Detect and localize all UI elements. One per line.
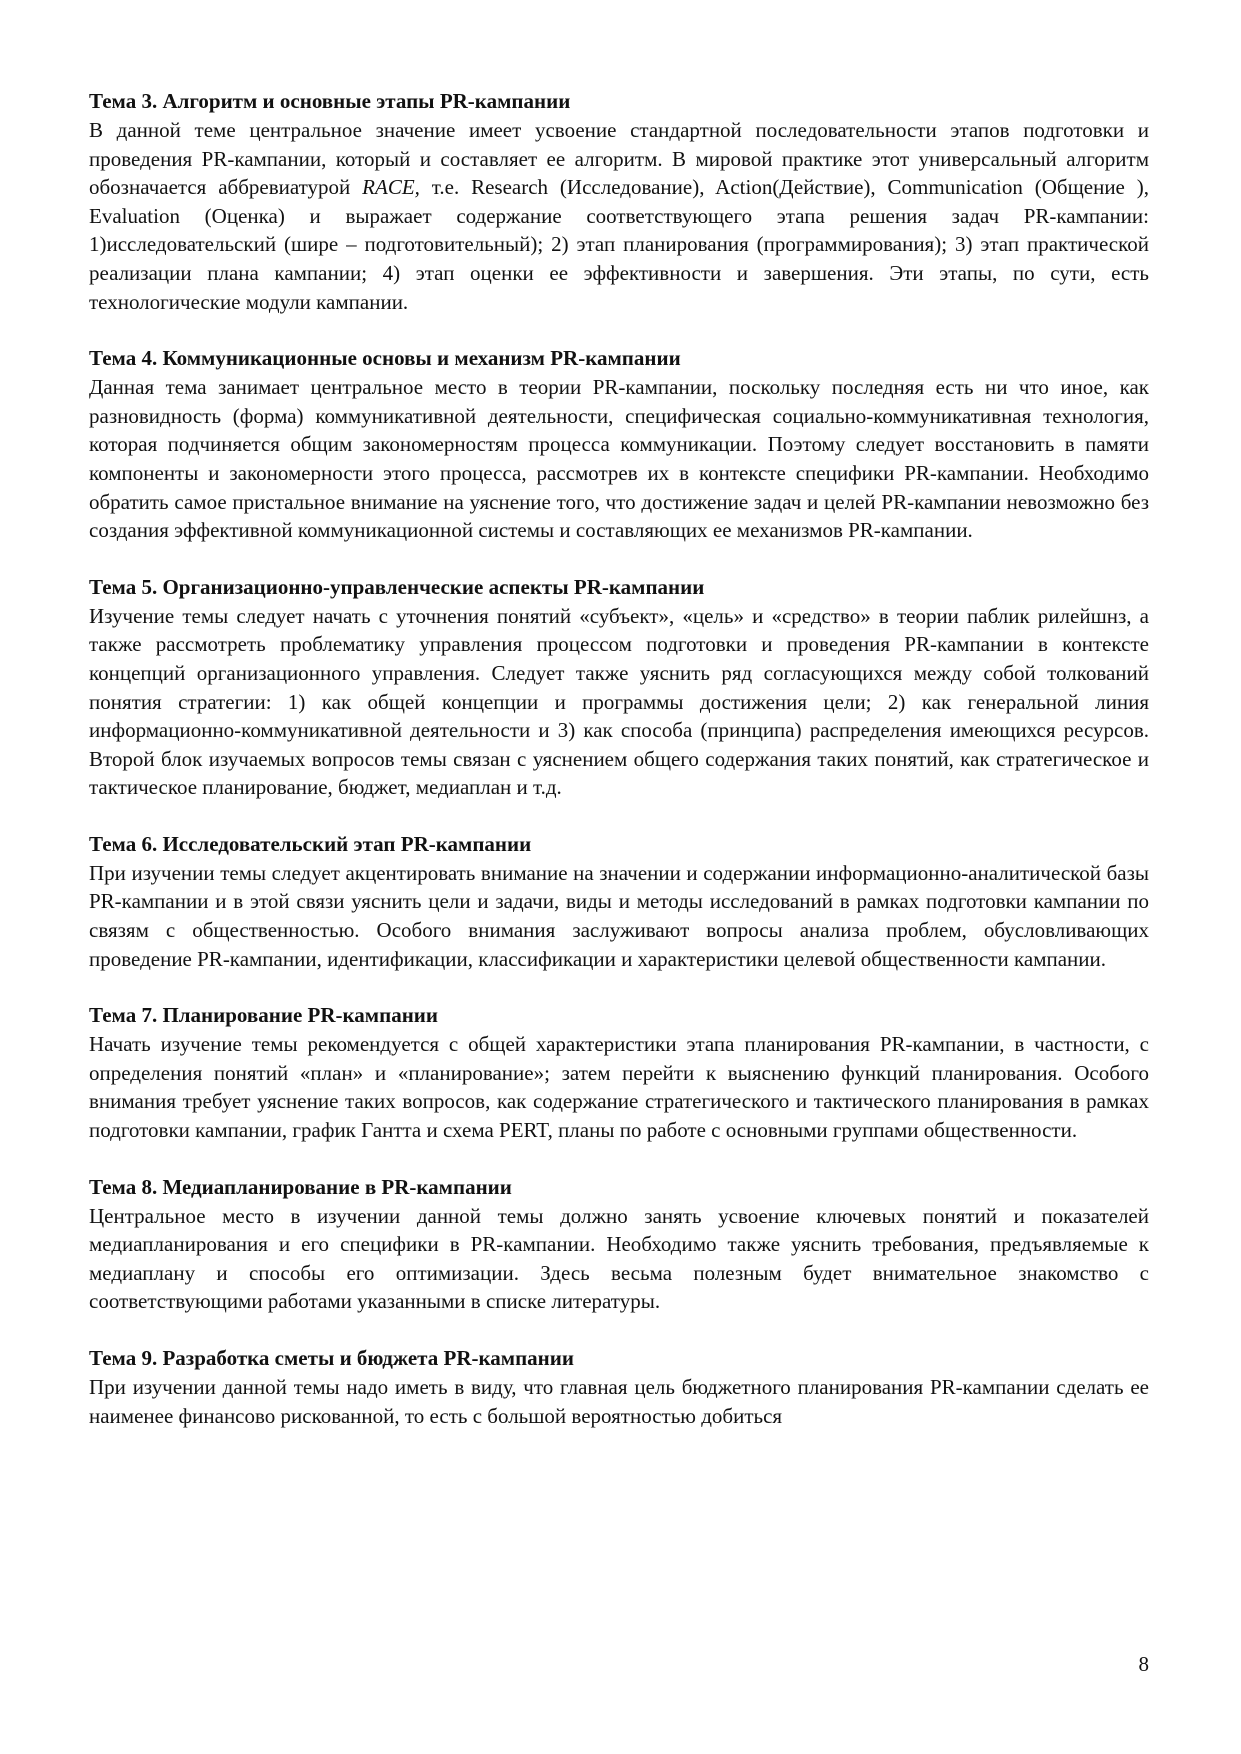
section-heading: Тема 4. Коммуникационные основы и механизм PR-кампании <box>89 346 681 371</box>
section-paragraph: Начать изучение темы рекомендуется с общей характеристики этапа планирования PR-кампании, в частности, с определения понятий «план» и «планирование»; затем перейти к выяснению функций планирования. Особого внимания требует уяснение таких вопросов, как содержание стратегического и тактического планирования в рамках подготовки кампании, график Гантта и схема PERT, планы по работе с основными группами общественности. <box>89 1032 1149 1143</box>
section-paragraph: Изучение темы следует начать с уточнения понятий «субъект», «цель» и «средство» в теории паблик рилейшнз, а также рассмотреть проблематику управления процессом подготовки и проведения PR-кампании в контексте концепций организационного управления. Следует также уяснить ряд согласующихся между собой толкований понятия стратегии: 1) как общей концепции и программы достижения цели; 2) как генеральной линия информационно-коммуникативной деятельности и 3) как способа (принципа) распределения имеющихся ресурсов. Второй блок изучаемых вопросов темы связан с уяснением общего содержания таких понятий, как стратегическое и тактическое планирование, бюджет, медиаплан и т.д. <box>89 603 1149 800</box>
section-topic-9 <box>89 1344 1149 1430</box>
section-paragraph: При изучении данной темы надо иметь в виду, что главная цель бюджетного планирования PR-кампании сделать ее наименее финансово рискованной, то есть с большой вероятностью добиться <box>89 1375 1149 1428</box>
section-paragraph: При изучении темы следует акцентировать внимание на значении и содержании информационно-аналитической базы PR-кампании и в этой связи уяснить цели и задачи, виды и методы исследований в рамках подготовки кампании по связям с общественностью. Особого внимания заслуживают вопросы анализа проблем, обусловливающих проведение PR-кампании, идентификации, классификации и характеристики целевой общественности кампании. <box>89 860 1149 971</box>
page-number: 8 <box>1138 1652 1149 1676</box>
section-topic-8 <box>89 1173 1149 1316</box>
section-heading: Тема 7. Планирование PR-кампании <box>89 1003 438 1028</box>
document-page <box>89 87 1149 1458</box>
section-heading: Тема 3. Алгоритм и основные этапы PR-кампании <box>89 89 571 113</box>
section-topic-3 <box>89 87 1149 316</box>
section-paragraph <box>89 116 1149 316</box>
race-abbreviation: RACE, <box>362 175 420 200</box>
paragraph-text: В данной теме центральное значение имеет усвоение стандартной последовательности этапов подготовки и проведения PR-кампании, который и составляет ее алгоритм. В мировой практике этот универсальный алгоритм обозначается аббревиатурой <box>89 118 1149 200</box>
section-topic-7 <box>89 1001 1149 1144</box>
section-paragraph: Данная тема занимает центральное место в теории PR-кампании, поскольку последняя есть ни что иное, как разновидность (форма) коммуникативной деятельности, специфическая социально-коммуникативная технология, которая подчиняется общим закономерностям процесса коммуникации. Поэтому следует восстановить в памяти компоненты и закономерности этого процесса, рассмотрев их в контексте специфики PR-кампании. Необходимо обратить самое пристальное внимание на уяснение того, что достижение задач и целей PR-кампании невозможно без создания эффективной коммуникационной системы и составляющих ее механизмов PR-кампании. <box>89 375 1149 543</box>
section-topic-6 <box>89 830 1149 973</box>
section-heading: Тема 6. Исследовательский этап PR-кампании <box>89 831 532 856</box>
paragraph-text-continued: т.е. Research (Исследование), Action(Действие), Communication (Общение ), Evaluation (Оценка) и выражает содержание соответствующего этапа решения задач PR-кампании: 1)исследовательский (шире – подготовительный); 2) этап планирования (программирования); 3) этап практической реализации плана кампании; 4) этап оценки ее эффективности и завершения. Эти этапы, по сути, есть технологические модули кампании. <box>89 175 1149 314</box>
section-paragraph: Центральное место в изучении данной темы должно занять усвоение ключевых понятий и показателей медиапланирования и его специфики в PR-кампании. Необходимо также уяснить требования, предъявляемые к медиаплану и способы его оптимизации. Здесь весьма полезным будет внимательное знакомство с соответствующими работами указанными в списке литературы. <box>89 1203 1149 1314</box>
section-heading: Тема 9. Разработка сметы и бюджета PR-кампании <box>89 1346 574 1370</box>
section-heading: Тема 5. Организационно-управленческие аспекты PR-кампании <box>89 574 705 599</box>
section-heading: Тема 8. Медиапланирование в PR-кампании <box>89 1174 512 1199</box>
section-topic-5 <box>89 573 1149 802</box>
section-topic-4 <box>89 344 1149 545</box>
